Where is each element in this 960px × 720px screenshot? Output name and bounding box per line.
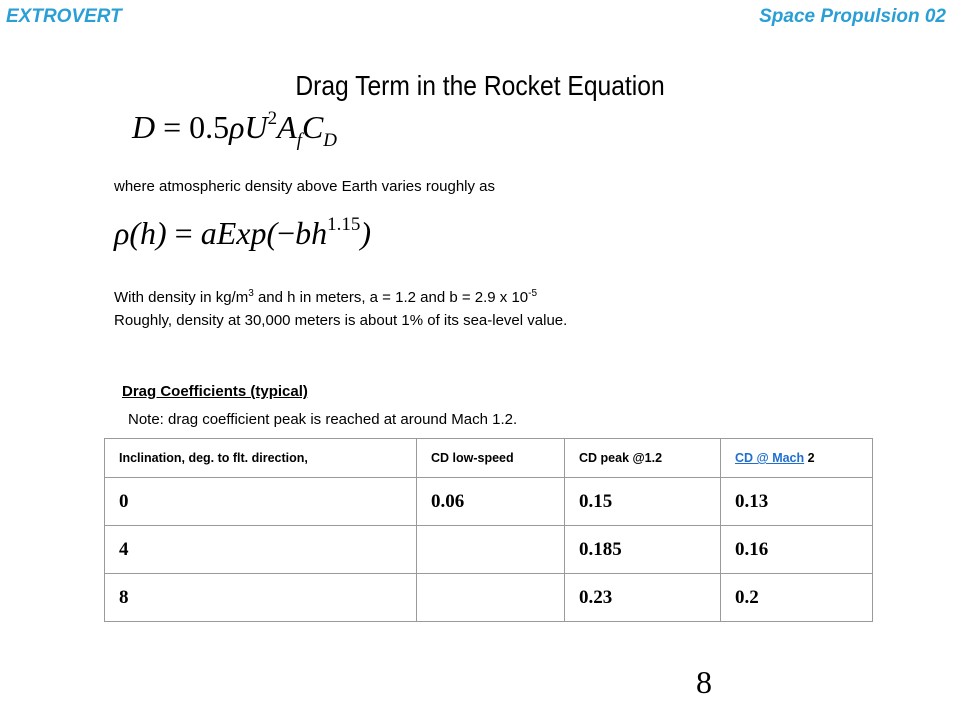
eq-drag-u: U xyxy=(244,109,268,145)
table-header-row xyxy=(105,439,873,478)
cell-cd-low: 0.06 xyxy=(417,478,565,526)
eq-density-equals: = xyxy=(166,215,201,251)
drag-equation xyxy=(132,108,337,152)
table-row xyxy=(105,574,873,622)
header-left-title: EXTROVERT xyxy=(6,6,122,27)
eq-drag-a: A xyxy=(277,109,297,145)
eq-density-close: ) xyxy=(360,215,372,251)
units-part2: and h in meters, a = 1.2 and b = 2.9 x 10 xyxy=(253,289,529,306)
density-equation xyxy=(114,214,371,252)
cell-cd-peak: 0.23 xyxy=(565,574,721,622)
page-number: 8 xyxy=(696,664,712,700)
cell-cd-low xyxy=(417,574,565,622)
eq-drag-a-sub: f xyxy=(296,130,302,151)
units-text xyxy=(114,288,537,306)
cell-cd-mach2: 0.2 xyxy=(721,574,873,622)
units-part1: With density in kg/m xyxy=(114,289,249,306)
density-intro-text: where atmospheric density above Earth varies roughly as xyxy=(114,178,496,195)
eq-drag-u-exp: 2 xyxy=(267,108,278,129)
eq-drag-rho: ρ xyxy=(229,109,245,145)
cell-inclination: 4 xyxy=(105,526,417,574)
header-right-title: Space Propulsion 02 xyxy=(759,6,946,27)
drag-coefficients-heading: Drag Coefficients (typical) xyxy=(122,383,308,400)
cell-inclination: 0 xyxy=(105,478,417,526)
eq-drag-coef: 0.5 xyxy=(189,109,230,145)
eq-density-lhs: ρ(h) xyxy=(114,215,167,251)
cell-cd-peak: 0.185 xyxy=(565,526,721,574)
cell-cd-mach2: 0.13 xyxy=(721,478,873,526)
eq-drag-lhs: D xyxy=(132,109,156,145)
cell-cd-mach2: 0.16 xyxy=(721,526,873,574)
eq-density-exp: 1.15 xyxy=(327,214,361,235)
table-row xyxy=(105,526,873,574)
header-cd-mach2-suffix: 2 xyxy=(804,451,815,465)
header-cd-mach2 xyxy=(721,439,873,478)
cell-inclination: 8 xyxy=(105,574,417,622)
slide-title: Drag Term in the Rocket Equation xyxy=(295,70,665,101)
header-inclination: Inclination, deg. to flt. direction, xyxy=(105,439,417,478)
eq-density-bh: bh xyxy=(295,215,328,251)
units-sup2: -5 xyxy=(528,288,538,299)
table-row xyxy=(105,478,873,526)
cell-cd-peak: 0.15 xyxy=(565,478,721,526)
eq-drag-equals: = xyxy=(155,109,190,145)
mach-note-text: Note: drag coefficient peak is reached at around Mach 1.2. xyxy=(128,411,518,428)
eq-density-rhs: aExp( xyxy=(200,215,278,251)
header-cd-low-speed: CD low-speed xyxy=(417,439,565,478)
eq-density-minus: − xyxy=(277,215,296,251)
drag-coefficient-table xyxy=(104,438,873,622)
cd-mach-link[interactable]: CD @ Mach xyxy=(735,451,805,465)
rough-density-text: Roughly, density at 30,000 meters is about 1% of its sea-level value. xyxy=(114,312,568,329)
eq-drag-c: C xyxy=(301,109,324,145)
eq-drag-c-sub: D xyxy=(323,130,338,151)
header-cd-peak: CD peak @1.2 xyxy=(565,439,721,478)
cell-cd-low xyxy=(417,526,565,574)
units-sup1: 3 xyxy=(248,288,254,299)
